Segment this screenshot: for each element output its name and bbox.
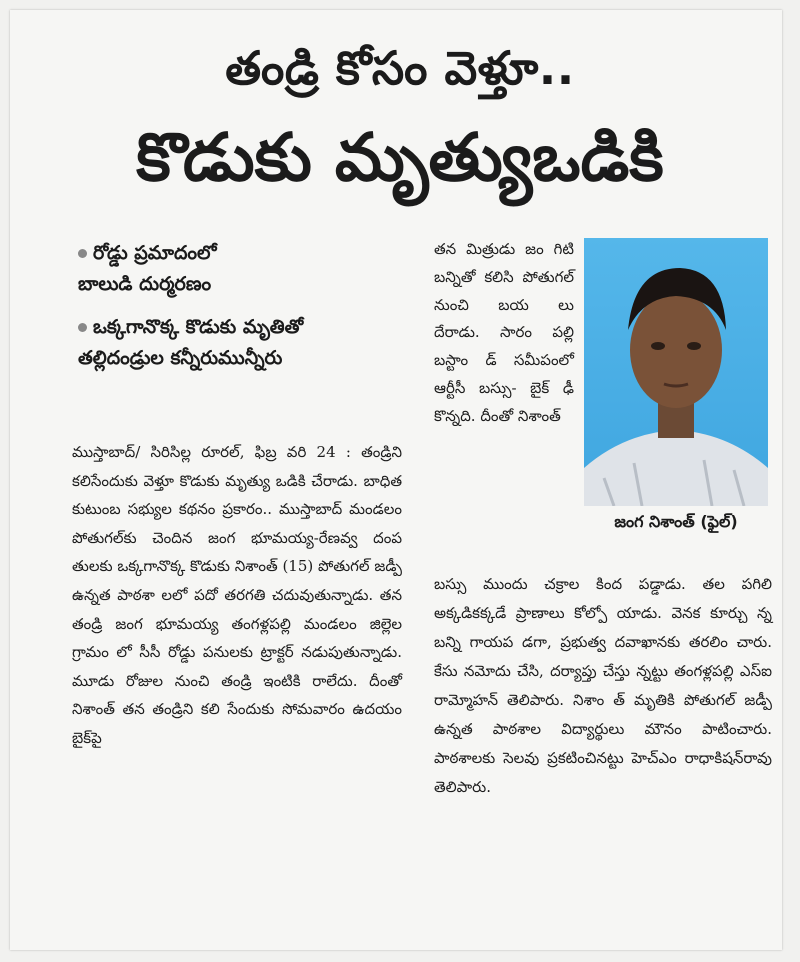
portrait-photo xyxy=(584,238,768,506)
highlight-text-cont: తల్లిదండ్రుల కన్నీరుమున్నీరు xyxy=(78,347,283,369)
headline-line-2: కొడుకు మృత్యుఒడికి xyxy=(136,119,664,196)
article-body-right-bottom: బస్సు ముందు చక్రాల కింద పడ్డాడు. తల పగిలి అక్కడికక్కడే ప్రాణాలు కోల్పో యాడు. వెనక కూర్చు న్న బన్ని గాయప డగా, ప్రభుత్వ దవాఖానకు తరలిం చారు. కేసు నమోదు చేసి, దర్యాప్తు చేస్తు న్నట్టు తంగళ్లపల్లి ఎస్ఐ రామ్మోహన్ తెలిపారు. నిశాం త్ మృతికి పోతుగల్ జడ్పీ ఉన్నత పాఠశాల విద్యార్థులు మౌనం పాటించారు. పాఠశాలకు సెలవు ప్రకటించినట్టు హెచ్ఎం రాధాకిషన్‌రావు తెలిపారు. xyxy=(434,575,772,796)
bullet-dot-icon xyxy=(78,323,87,332)
highlight-item xyxy=(78,312,398,374)
highlight-item xyxy=(78,238,398,300)
article-body-right-top: తన మిత్రుడు జం గిటి బన్నితో కలిసి పోతుగల్ నుంచి బయ లు దేరాడు. సారం పల్లి బస్టాం డ్ సమీపంలో ఆర్టీసీ బస్సు- బైక్ ఢీ కొన్నది. దీంతో నిశాంత్ xyxy=(434,240,574,425)
highlight-text-cont: బాలుడి దుర్మరణం xyxy=(78,273,212,295)
highlights-list xyxy=(78,238,398,386)
newspaper-clipping xyxy=(10,10,782,950)
bullet-dot-icon xyxy=(78,249,87,258)
portrait-illustration xyxy=(584,238,768,506)
article-body-left-column: ముస్తాబాద్/ సిరిసిల్ల రూరల్, ఫిబ్ర వరి 24 : తండ్రిని కలిసేందుకు వెళ్తూ కొడుకు మృత్యు ఒడికి చేరాడు. బాధిత కుటుంబ సభ్యుల కథనం ప్రకారం.. ముస్తాబాద్ మండలం పోతుగల్‌కు చెందిన జంగ భూమయ్య-రేణవ్వ దంప తులకు ఒక్కగానొక్క కొడుకు నిశాంత్ (15) పోతుగల్ జడ్పీ ఉన్నత పాఠశా లలో పదో తరగతి చదువుతున్నాడు. తన తండ్రి జంగ భూమయ్య తంగళ్లపల్లి మండలం జిల్లెల గ్రామం లో సీసీ రోడ్డు పనులకు ట్రాక్టర్ నడుపుతున్నాడు. మూడు రోజుల నుంచి తండ్రి ఇంటికి రాలేదు. దీంతో నిశాంత్ తన తండ్రిని కలి సేందుకు సోమవారం ఉదయం బైక్‌పై xyxy=(72,443,402,747)
highlight-text: రోడ్డు ప్రమాదంలో xyxy=(93,242,217,264)
headline-line-1: తండ్రి కోసం వెళ్తూ.. xyxy=(225,41,575,95)
photo-caption: జంగ నిశాంత్ (ఫైల్) xyxy=(614,512,738,531)
highlight-text: ఒక్కగానొక్క కొడుకు మృతితో xyxy=(93,316,304,338)
